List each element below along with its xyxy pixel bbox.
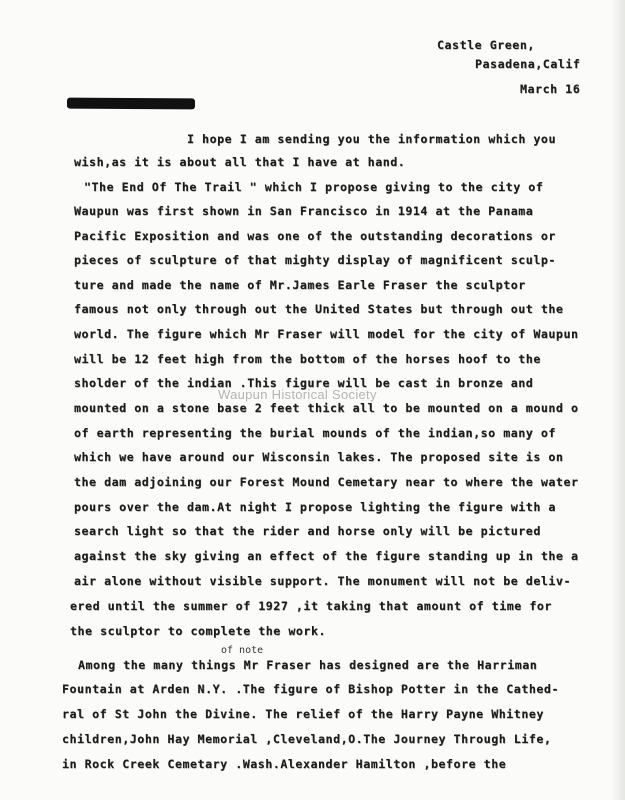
body-line: pieces of sculpture of that mighty display of magnificent sculp- [74, 253, 556, 267]
body-line: air alone without visible support. The monument will not be deliv- [74, 574, 571, 588]
body-line: will be 12 feet high from the bottom of the horses hoof to the [74, 352, 541, 366]
body-line: children,John Hay Memorial ,Cleveland,O.The Journey Through Life, [62, 732, 552, 746]
body-line: ered until the summer of 1927 ,it taking that amount of time for [70, 599, 552, 613]
watermark: Waupun Historical Society [218, 387, 377, 402]
body-line: the dam adjoining our Forest Mound Cemetary near to where the water [74, 475, 579, 489]
redacted-salutation [67, 98, 195, 110]
handwritten-insert: of note [221, 645, 264, 656]
body-line: Pacific Exposition and was one of the outstanding decorations or [74, 229, 556, 243]
page-edge-shadow [611, 0, 625, 800]
body-line: of earth representing the burial mounds of the indian,so many of [74, 426, 556, 440]
body-line: sholder of the indian .This figure will be cast in bronze and [74, 376, 534, 390]
address-line-2: Pasadena,Calif [475, 57, 581, 71]
body-line: world. The figure which Mr Fraser will model for the city of Waupun [74, 327, 579, 341]
body-line: in Rock Creek Cemetary .Wash.Alexander Hamilton ,before the [62, 757, 507, 771]
body-line: ral of St John the Divine. The relief of the Harry Payne Whitney [62, 707, 544, 721]
body-line: search light so that the rider and horse only will be pictured [74, 524, 541, 538]
body-line: ture and made the name of Mr.James Earle Fraser the sculptor [74, 278, 526, 292]
body-line: the sculptor to complete the work. [70, 624, 327, 638]
letter-date: March 16 [520, 82, 581, 96]
body-line: against the sky giving an effect of the figure standing up in the a [74, 549, 579, 563]
body-line: famous not only through out the United States but through out the [74, 302, 564, 316]
body-line: "The End Of The Trail " which I propose giving to the city of [84, 180, 544, 194]
body-line: Waupun was first shown in San Francisco in 1914 at the Panama [74, 204, 534, 218]
body-line: I hope I am sending you the information which you [187, 132, 556, 146]
body-line: Among the many things Mr Fraser has designed are the Harriman [78, 658, 538, 672]
body-line: wish,as it is about all that I have at hand. [74, 155, 406, 169]
body-line: mounted on a stone base 2 feet thick all to be mounted on a mound o [74, 401, 579, 415]
body-line: pours over the dam.At night I propose lighting the figure with a [74, 500, 556, 514]
address-line-1: Castle Green, [437, 38, 535, 52]
body-line: Fountain at Arden N.Y. .The figure of Bishop Potter in the Cathed- [62, 682, 559, 696]
body-line: which we have around our Wisconsin lakes. The proposed site is on [74, 450, 564, 464]
